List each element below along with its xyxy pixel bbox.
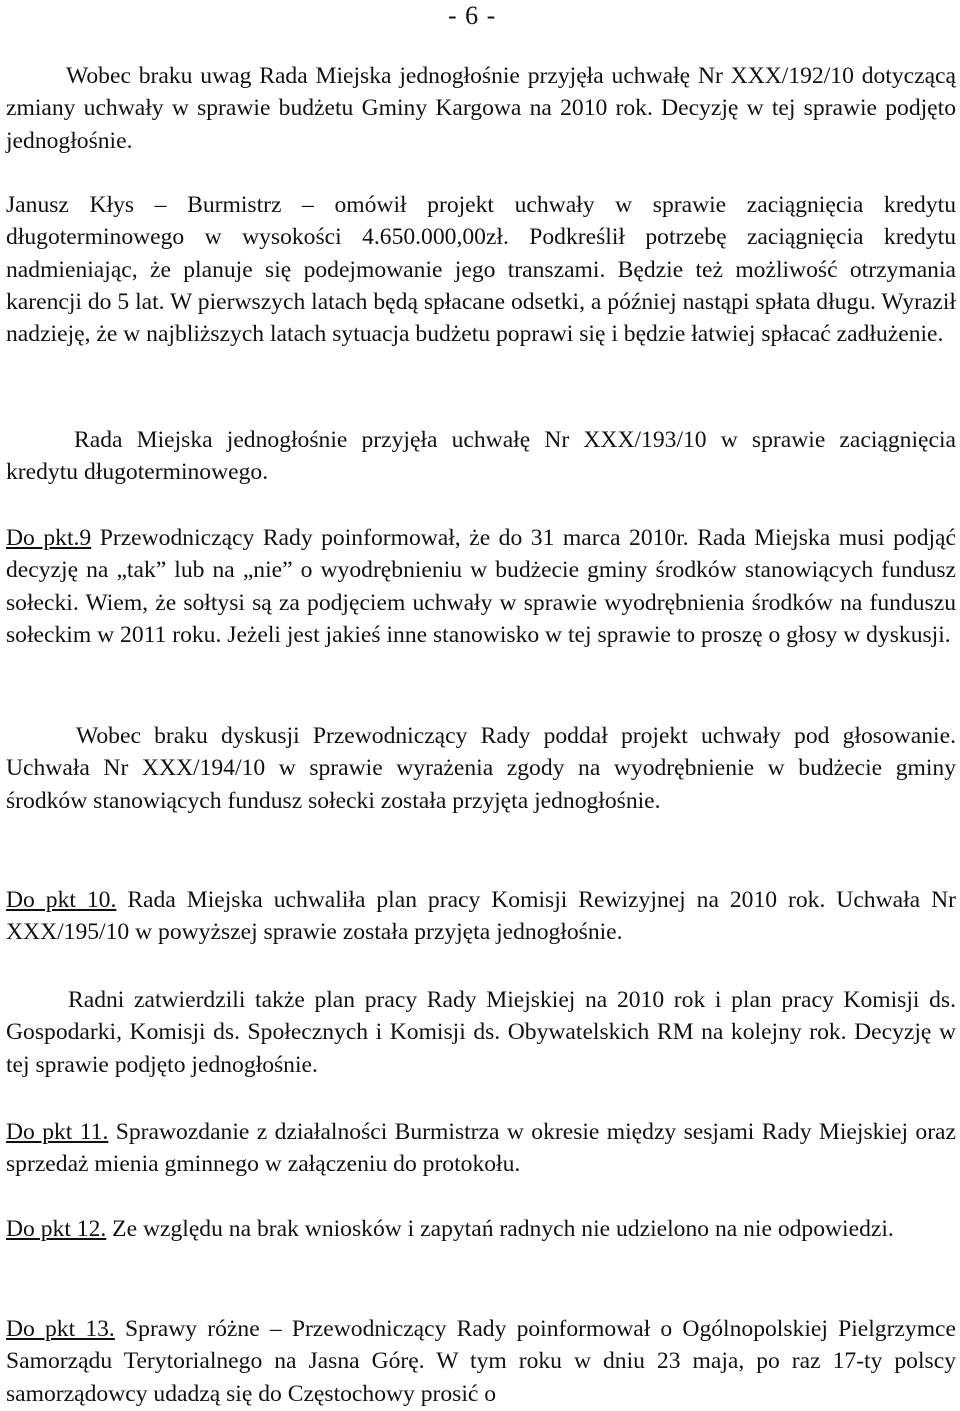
paragraph-text: Sprawy różne – Przewodniczący Rady poinformował o Ogólnopolskiej Pielgrzymce Samorządu Terytorialnego na Jasna Górę. W tym roku w dniu 23 maja, po raz 17-ty polscy samorządowcy udadzą się do Częstochowy prosić o	[6, 1316, 956, 1407]
paragraph-item-12	[6, 1213, 956, 1245]
paragraph-text: Rada Miejska uchwaliła plan pracy Komisji Rewizyjnej na 2010 rok. Uchwała Nr XXX/195/10 w powyższej sprawie została przyjęta jednogłośnie.	[6, 887, 956, 946]
paragraph-text: Rada Miejska jednogłośnie przyjęła uchwałę Nr XXX/193/10 w sprawie zaciągnięcia kredytu długoterminowego.	[6, 427, 956, 486]
paragraph-resolution-194	[6, 720, 956, 817]
paragraph-text: Wobec braku dyskusji Przewodniczący Rady poddał projekt uchwały pod głosowanie. Uchwała Nr XXX/194/10 w sprawie wyrażenia zgody na wyodrębnienie w budżecie gminy środków stanowiących fundusz sołecki została przyjęta jednogłośnie.	[6, 723, 956, 814]
paragraph-resolution-193	[6, 424, 956, 489]
item-heading: Do pkt 10.	[6, 887, 117, 913]
item-heading: Do pkt.9	[6, 525, 92, 551]
page-number: - 6 -	[448, 1, 497, 30]
paragraph-text: Janusz Kłys – Burmistrz – omówił projekt uchwały w sprawie zaciągnięcia kredytu długoterminowego w wysokości 4.650.000,00zł. Podkreślił potrzebę zaciągnięcia kredytu nadmieniając, że planuje się podejmowanie jego transzami. Będzie też możliwość otrzymania karencji do 5 lat. W pierwszych latach będą spłacane odsetki, a później nastąpi spłata długu. Wyraził nadzieję, że w najbliższych latach sytuacja budżetu poprawi się i będzie łatwiej spłacać zadłużenie.	[6, 192, 956, 348]
paragraph-item-9	[6, 522, 956, 651]
paragraph-credit-discussion	[6, 189, 956, 350]
item-heading: Do pkt 12.	[6, 1216, 107, 1242]
paragraph-item-11	[6, 1116, 956, 1181]
paragraph-text: Ze względu na brak wniosków i zapytań radnych nie udzielono na nie odpowiedzi.	[106, 1216, 894, 1242]
paragraph-item-10	[6, 884, 956, 949]
paragraph-text: Przewodniczący Rady poinformował, że do 31 marca 2010r. Rada Miejska musi podjąć decyzję na „tak” lub na „nie” o wyodrębnieniu w budżecie gminy środków stanowiących fundusz sołecki. Wiem, że sołtysi są za podjęciem uchwały w sprawie wyodrębnienia środków na funduszu sołeckim w 2011 roku. Jeżeli jest jakieś inne stanowisko w tej sprawie to proszę o głosy w dyskusji.	[6, 525, 956, 648]
item-heading: Do pkt 11.	[6, 1119, 109, 1145]
paragraph-text: Wobec braku uwag Rada Miejska jednogłośnie przyjęła uchwałę Nr XXX/192/10 dotyczącą zmiany uchwały w sprawie budżetu Gminy Kargowa na 2010 rok. Decyzję w tej sprawie podjęto jednogłośnie.	[6, 63, 956, 154]
paragraph-text: Sprawozdanie z działalności Burmistrza w okresie między sesjami Rady Miejskiej oraz sprzedaż mienia gminnego w załączeniu do protokołu.	[6, 1119, 956, 1178]
paragraph-work-plans	[6, 984, 956, 1081]
paragraph-resolution-192	[6, 60, 956, 157]
item-heading: Do pkt 13.	[6, 1316, 115, 1342]
paragraph-item-13	[6, 1313, 956, 1410]
paragraph-text: Radni zatwierdzili także plan pracy Rady Miejskiej na 2010 rok i plan pracy Komisji ds. Gospodarki, Komisji ds. Społecznych i Komisji ds. Obywatelskich RM na kolejny rok. Decyzję w tej sprawie podjęto jednogłośnie.	[6, 987, 956, 1078]
